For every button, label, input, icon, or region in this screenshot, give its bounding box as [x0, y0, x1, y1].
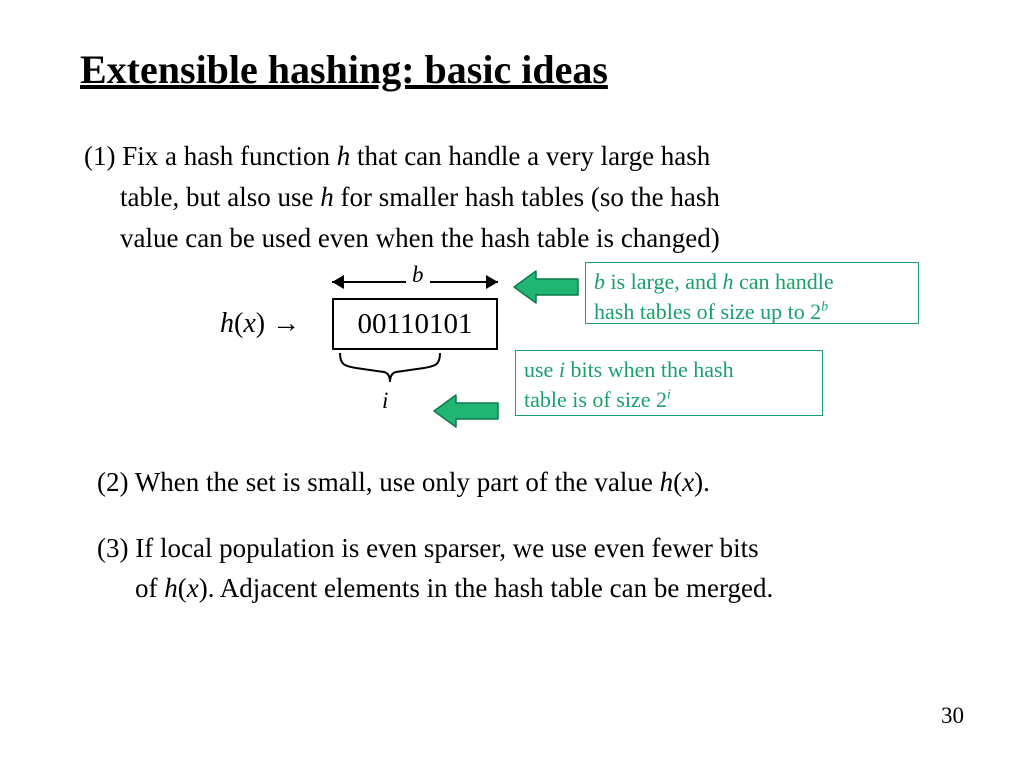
p1-text-c: table, but also use — [120, 182, 321, 212]
i-bits-brace — [338, 352, 442, 390]
p1-text-b: that can handle a very large hash — [350, 141, 711, 171]
annotation-b-text2: can handle — [733, 269, 834, 294]
b-width-arrow — [332, 262, 498, 292]
i-label: i — [382, 388, 389, 413]
arrow-right-head-icon — [486, 275, 498, 289]
hx-paren-close: ) — [255, 308, 266, 339]
p1-h-italic: h — [336, 141, 351, 171]
hx-label — [220, 308, 300, 340]
p2-h: h — [659, 467, 674, 497]
p2-x: x — [682, 467, 695, 497]
right-arrow-icon: → — [272, 308, 301, 339]
p1-h2-italic: h — [320, 182, 334, 212]
hx-h: h — [220, 308, 234, 339]
hx-x: x — [243, 308, 256, 339]
p1-text-e: value can be used even when the hash table is changed) — [120, 223, 720, 253]
annotation-b-line2 — [594, 297, 910, 327]
annotation-i-line1 — [524, 355, 814, 385]
annotation-i-text3: table is of size 2 — [524, 387, 667, 412]
p3-text-c: ). Adjacent elements in the hash table can be merged. — [198, 573, 774, 603]
annotation-i-text2: bits when the hash — [564, 357, 734, 382]
p2-paren-open: ( — [673, 467, 683, 497]
p3-x: x — [186, 573, 199, 603]
p1-text-d: for smaller hash tables (so the hash — [333, 182, 720, 212]
arrow-left-head-icon — [332, 275, 344, 289]
p1-text-a: (1) Fix a hash function — [84, 141, 337, 171]
p3-line2 — [97, 568, 977, 608]
annotation-i-line2 — [524, 385, 814, 415]
p3-paren-open: ( — [177, 573, 187, 603]
annotation-i-text1: use — [524, 357, 559, 382]
annotation-b-text1: is large, and — [605, 269, 723, 294]
annotation-b-text3: hash tables of size up to 2 — [594, 299, 822, 324]
page-title: Extensible hashing: basic ideas — [80, 47, 608, 92]
bullet-point-3 — [97, 528, 977, 608]
green-arrow-bottom-icon — [432, 390, 500, 432]
bullet-point-1 — [84, 136, 914, 259]
p2-text-a: (2) When the set is small, use only part of the value — [97, 467, 660, 497]
annotation-b-exponent: b — [821, 298, 829, 314]
p3-text-a: (3) If local population is even sparser, we use even fewer bits — [97, 533, 759, 563]
hx-paren-open: ( — [234, 308, 244, 339]
p2-paren-close: ). — [694, 467, 710, 497]
green-arrow-top-icon — [512, 266, 580, 308]
b-label: b — [406, 262, 430, 288]
page-number: 30 — [941, 703, 964, 728]
annotation-box-i — [515, 350, 823, 416]
bullet-point-2 — [97, 462, 710, 502]
annotation-box-b — [585, 262, 919, 324]
annotation-i-italic: i — [558, 357, 565, 382]
hash-bits-box: 00110101 — [332, 298, 498, 350]
p3-h: h — [164, 573, 178, 603]
annotation-i-exponent: i — [666, 386, 671, 402]
hash-value-diagram — [200, 262, 940, 442]
p3-text-b: of — [135, 573, 165, 603]
annotation-b-h: h — [722, 269, 734, 294]
annotation-b-italic: b — [594, 269, 605, 294]
annotation-b-line1 — [594, 267, 910, 297]
